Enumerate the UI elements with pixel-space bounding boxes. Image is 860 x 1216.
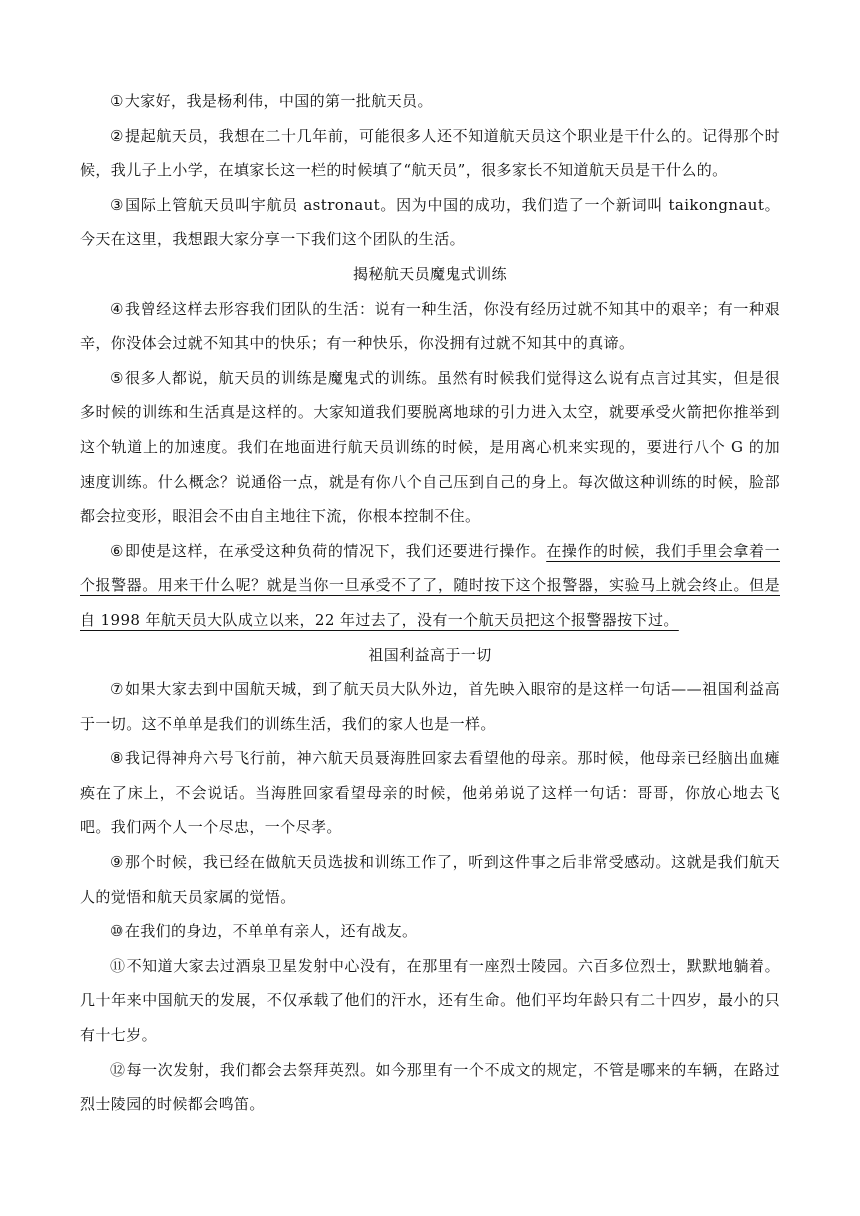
paragraph-number: ⑨ [110,853,125,872]
paragraph-text: 不知道大家去过酒泉卫星发射中心没有，在那里有一座烈士陵园。六百多位烈士，默默地躺着。几十年来中国航天的发展，不仅承载了他们的汗水，还有生命。他们平均年龄只有二十四岁，最小的只有十七岁。 [80,956,780,1045]
paragraph-text: 我记得神舟六号飞行前，神六航天员聂海胜回家去看望他的母亲。那时候，他母亲已经脑出血瘫痪在了床上，不会说话。当海胜回家看望母亲的时候，他弟弟说了这样一句话：哥哥，你放心地去飞吧。我们两个人一个尽忠，一个尽孝。 [80,749,780,837]
paragraph-2 [80,119,780,188]
paragraph-text: 提起航天员，我想在二十几年前，可能很多人还不知道航天员这个职业是干什么的。记得那个时候，我儿子上小学，在填家长这一栏的时候填了“航天员”，很多家长不知道航天员是干什么的。 [80,126,780,180]
underlined-passage: 在操作的时候，我们手里会拿着一个报警器。用来干什么呢？就是当你一旦承受不了了，随时按下这个报警器，实验马上就会终止。但是自 1998 年航天员大队成立以来，22 年过去了，没有一个航天员把这个报警器按下过。 [80,541,780,629]
paragraph-number: ⑧ [110,749,125,768]
paragraph-number: ④ [110,299,125,318]
paragraph-7 [80,672,780,741]
paragraph-number: ② [110,126,125,145]
paragraph-number: ⑫ [110,1060,126,1079]
paragraph-9 [80,845,780,914]
paragraph-text: 那个时候，我已经在做航天员选拔和训练工作了，听到这件事之后非常受感动。这就是我们航天人的觉悟和航天员家属的觉悟。 [80,853,780,906]
paragraph-1 [80,84,780,119]
paragraph-number: ⑤ [110,368,125,387]
paragraph-text: 每一次发射，我们都会去祭拜英烈。如今那里有一个不成文的规定，不管是哪来的车辆，在路过烈士陵园的时候都会鸣笛。 [80,1060,780,1114]
paragraph-text: 如果大家去到中国航天城，到了航天员大队外边，首先映入眼帘的是这样一句话——祖国利益高于一切。这不单单是我们的训练生活，我们的家人也是一样。 [80,680,780,733]
paragraph-6 [80,534,780,638]
paragraph-number: ⑦ [110,680,125,699]
paragraph-text: 我曾经这样去形容我们团队的生活：说有一种生活，你没有经历过就不知其中的艰辛；有一种艰辛，你没体会过就不知其中的快乐；有一种快乐，你没拥有过就不知其中的真谛。 [80,299,780,353]
paragraph-number: ⑪ [110,956,126,975]
section-heading-motherland: 祖国利益高于一切 [368,645,492,664]
paragraph-text: 在我们的身边，不单单有亲人，还有战友。 [124,922,418,941]
paragraph-10 [80,914,780,949]
paragraph-number: ⑩ [110,922,124,941]
paragraph-text: 即使是这样，在承受这种负荷的情况下，我们还要进行操作。 [125,541,547,560]
paragraph-11 [80,949,780,1053]
section-heading-training: 揭秘航天员魔鬼式训练 [352,264,507,283]
paragraph-number: ③ [110,195,125,214]
paragraph-4 [80,292,780,361]
paragraph-12 [80,1053,780,1122]
paragraph-8 [80,741,780,845]
paragraph-3 [80,188,780,257]
paragraph-number: ⑥ [110,541,125,560]
paragraph-number: ① [110,92,124,110]
paragraph-text: 国际上管航天员叫宇航员 astronaut。因为中国的成功，我们造了一个新词叫 taikongnaut。今天在这里，我想跟大家分享一下我们这个团队的生活。 [80,195,780,249]
paragraph-text: 大家好，我是杨利伟，中国的第一批航天员。 [124,92,433,110]
paragraph-text: 很多人都说，航天员的训练是魔鬼式的训练。虽然有时候我们觉得这么说有点言过其实，但是很多时候的训练和生活真是这样的。大家知道我们要脱离地球的引力进入太空，就要承受火箭把你推举到这个轨道上的加速度。我们在地面进行航天员训练的时候，是用离心机来实现的，要进行八个 G 的加速度训练。什么概念？说通俗一点，就是有你八个自己压到自己的身上。每次做这种训练的时候，脸部都会拉变形，眼泪会不由自主地往下流，你根本控制不住。 [80,368,780,526]
paragraph-5 [80,361,780,534]
